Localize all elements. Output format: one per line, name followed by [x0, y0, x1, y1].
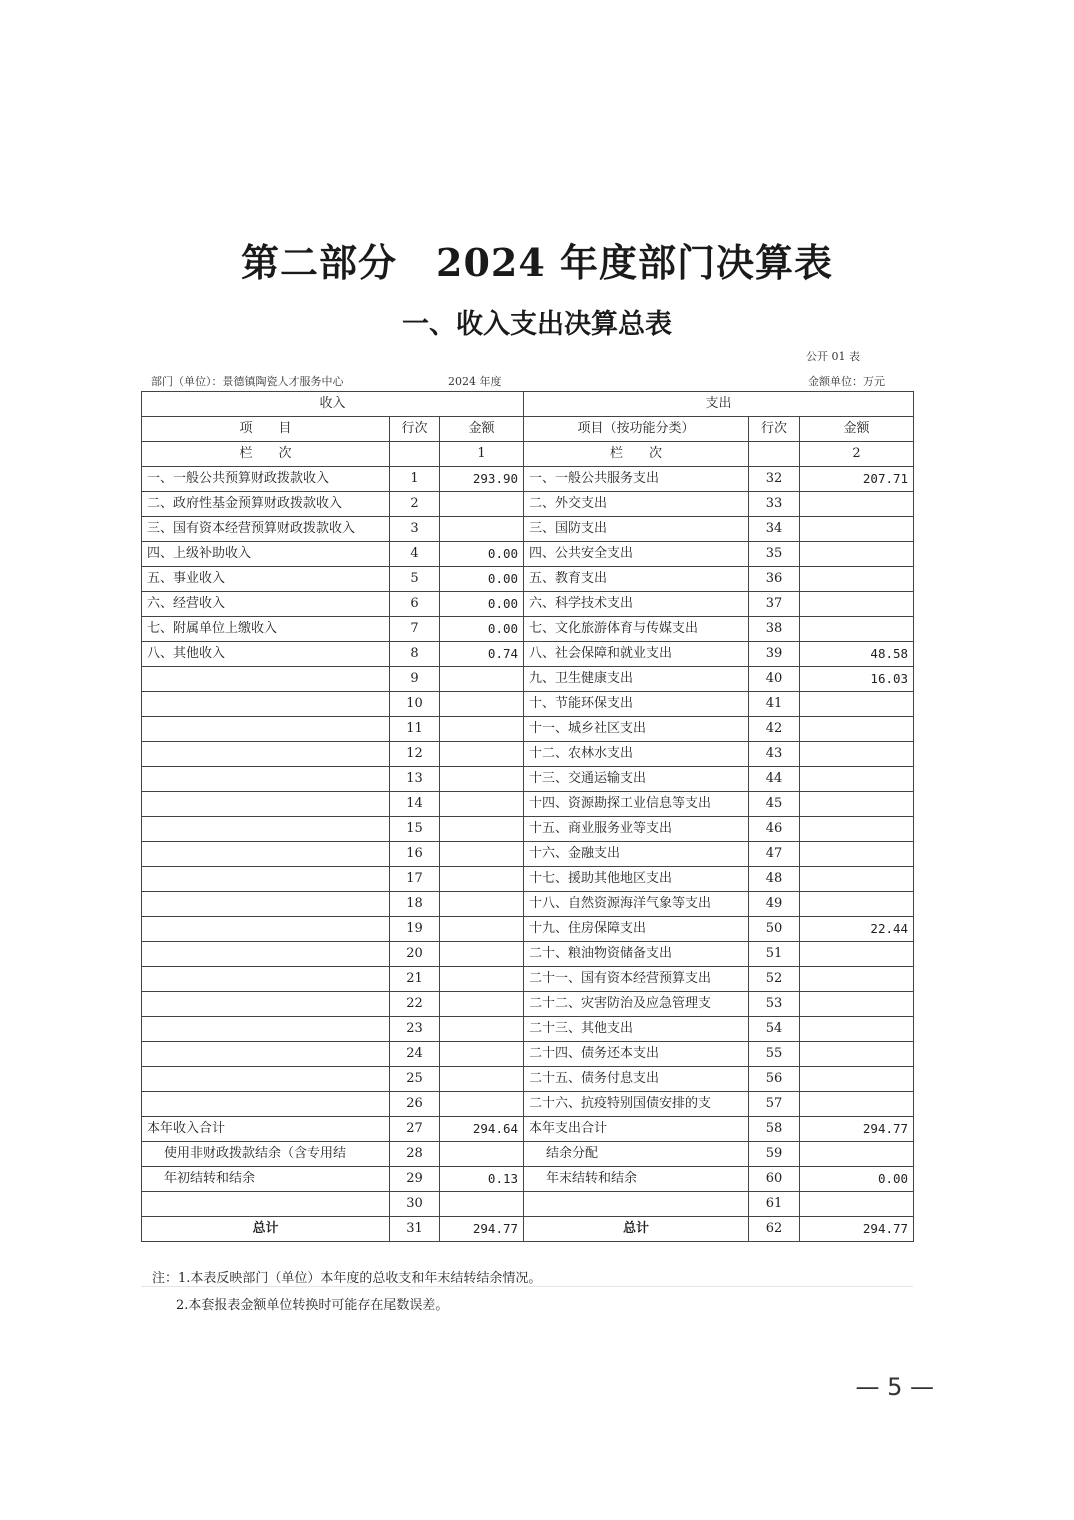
expense-item: 二十二、灾害防治及应急管理支 — [524, 992, 749, 1017]
expense-line-no: 45 — [749, 792, 800, 817]
income-amount — [440, 767, 524, 792]
income-item: 六、经营收入 — [142, 592, 390, 617]
income-amount — [440, 1017, 524, 1042]
expense-line-no: 47 — [749, 842, 800, 867]
expense-item — [524, 1192, 749, 1217]
income-amount: 0.00 — [440, 542, 524, 567]
expense-amount: 294.77 — [800, 1117, 914, 1142]
income-line-no: 8 — [390, 642, 440, 667]
income-line-no: 9 — [390, 667, 440, 692]
income-amount — [440, 1192, 524, 1217]
col-index-2: 2 — [800, 442, 914, 467]
note-2: 2.本套报表金额单位转换时可能存在尾数误差。 — [176, 1298, 449, 1313]
income-line-no: 14 — [390, 792, 440, 817]
expense-line-no: 50 — [749, 917, 800, 942]
table-row — [142, 517, 914, 542]
col-index-1: 1 — [440, 442, 524, 467]
expense-amount — [800, 1192, 914, 1217]
expense-item: 七、文化旅游体育与传媒支出 — [524, 617, 749, 642]
expense-amount — [800, 1017, 914, 1042]
item-header: 项 目 — [142, 417, 390, 442]
expense-line-no: 37 — [749, 592, 800, 617]
income-amount — [440, 517, 524, 542]
income-line-no: 11 — [390, 717, 440, 742]
expense-item: 八、社会保障和就业支出 — [524, 642, 749, 667]
income-line-no: 28 — [390, 1142, 440, 1167]
expense-line-no: 59 — [749, 1142, 800, 1167]
income-line-no: 21 — [390, 967, 440, 992]
income-expense-table — [141, 391, 914, 1242]
income-amount: 0.00 — [440, 592, 524, 617]
income-amount — [440, 667, 524, 692]
table-row — [142, 942, 914, 967]
line-no-header: 行次 — [390, 417, 440, 442]
expense-line-no: 60 — [749, 1167, 800, 1192]
income-line-no: 29 — [390, 1167, 440, 1192]
income-amount — [440, 692, 524, 717]
expense-item: 一、一般公共服务支出 — [524, 467, 749, 492]
expense-amount — [800, 1042, 914, 1067]
income-amount — [440, 792, 524, 817]
income-amount — [440, 1142, 524, 1167]
expense-item: 结余分配 — [524, 1142, 749, 1167]
income-item — [142, 717, 390, 742]
income-item — [142, 1067, 390, 1092]
income-amount — [440, 1092, 524, 1117]
income-item — [142, 892, 390, 917]
income-line-no: 27 — [390, 1117, 440, 1142]
income-item: 一、一般公共预算财政拨款收入 — [142, 467, 390, 492]
expense-amount — [800, 542, 914, 567]
income-item — [142, 1042, 390, 1067]
col-label-2: 栏 次 — [524, 442, 749, 467]
income-line-no: 12 — [390, 742, 440, 767]
income-amount — [440, 992, 524, 1017]
expense-amount — [800, 967, 914, 992]
expense-amount — [800, 817, 914, 842]
expense-section-header: 支出 — [524, 392, 914, 417]
income-item — [142, 667, 390, 692]
note-1: 注：1.本表反映部门（单位）本年度的总收支和年末结转结余情况。 — [152, 1271, 542, 1286]
expense-item: 九、卫生健康支出 — [524, 667, 749, 692]
expense-item: 十九、住房保障支出 — [524, 917, 749, 942]
expense-amount: 48.58 — [800, 642, 914, 667]
income-line-no: 10 — [390, 692, 440, 717]
expense-amount — [800, 842, 914, 867]
income-line-no: 30 — [390, 1192, 440, 1217]
expense-item: 总计 — [524, 1217, 749, 1242]
table-row — [142, 1042, 914, 1067]
unit-label: 金额单位：万元 — [808, 375, 885, 388]
empty-cell — [390, 442, 440, 467]
line-no-header-2: 行次 — [749, 417, 800, 442]
table-row — [142, 1017, 914, 1042]
expense-line-no: 53 — [749, 992, 800, 1017]
expense-item: 十七、援助其他地区支出 — [524, 867, 749, 892]
income-item: 二、政府性基金预算财政拨款收入 — [142, 492, 390, 517]
amount-header-2: 金额 — [800, 417, 914, 442]
income-item — [142, 1017, 390, 1042]
expense-amount — [800, 492, 914, 517]
table-row — [142, 992, 914, 1017]
income-amount — [440, 867, 524, 892]
expense-amount: 16.03 — [800, 667, 914, 692]
table-row — [142, 692, 914, 717]
empty-cell — [749, 442, 800, 467]
table-row — [142, 717, 914, 742]
table-row — [142, 1217, 914, 1242]
income-amount — [440, 917, 524, 942]
income-item — [142, 867, 390, 892]
table-row — [142, 1117, 914, 1142]
table-row — [142, 667, 914, 692]
expense-item: 五、教育支出 — [524, 567, 749, 592]
expense-line-no: 51 — [749, 942, 800, 967]
income-item: 四、上级补助收入 — [142, 542, 390, 567]
income-line-no: 18 — [390, 892, 440, 917]
income-amount — [440, 492, 524, 517]
income-line-no: 2 — [390, 492, 440, 517]
table-row — [142, 467, 914, 492]
expense-item: 本年支出合计 — [524, 1117, 749, 1142]
table-row — [142, 592, 914, 617]
expense-item: 十五、商业服务业等支出 — [524, 817, 749, 842]
income-amount — [440, 1042, 524, 1067]
income-amount — [440, 817, 524, 842]
table-row — [142, 1142, 914, 1167]
income-amount — [440, 742, 524, 767]
table-row — [142, 742, 914, 767]
expense-line-no: 41 — [749, 692, 800, 717]
income-item — [142, 842, 390, 867]
expense-line-no: 43 — [749, 742, 800, 767]
income-line-no: 5 — [390, 567, 440, 592]
expense-line-no: 35 — [749, 542, 800, 567]
expense-item: 十三、交通运输支出 — [524, 767, 749, 792]
expense-amount — [800, 517, 914, 542]
expense-item: 十、节能环保支出 — [524, 692, 749, 717]
expense-item: 三、国防支出 — [524, 517, 749, 542]
expense-item: 二、外交支出 — [524, 492, 749, 517]
expense-line-no: 58 — [749, 1117, 800, 1142]
table-row — [142, 1092, 914, 1117]
table-row — [142, 792, 914, 817]
income-amount: 293.90 — [440, 467, 524, 492]
expense-line-no: 32 — [749, 467, 800, 492]
table-row — [142, 917, 914, 942]
expense-item: 二十四、债务还本支出 — [524, 1042, 749, 1067]
income-line-no: 4 — [390, 542, 440, 567]
table-row — [142, 492, 914, 517]
income-amount — [440, 967, 524, 992]
expense-amount: 22.44 — [800, 917, 914, 942]
income-amount — [440, 1067, 524, 1092]
table-row — [142, 892, 914, 917]
expense-amount — [800, 1092, 914, 1117]
income-line-no: 13 — [390, 767, 440, 792]
income-item: 本年收入合计 — [142, 1117, 390, 1142]
income-line-no: 7 — [390, 617, 440, 642]
expense-item: 十二、农林水支出 — [524, 742, 749, 767]
income-line-no: 3 — [390, 517, 440, 542]
income-item: 五、事业收入 — [142, 567, 390, 592]
header-row-sections — [142, 392, 914, 417]
expense-line-no: 55 — [749, 1042, 800, 1067]
income-item — [142, 792, 390, 817]
expense-line-no: 54 — [749, 1017, 800, 1042]
expense-item: 六、科学技术支出 — [524, 592, 749, 617]
income-line-no: 16 — [390, 842, 440, 867]
income-line-no: 1 — [390, 467, 440, 492]
table-title: 一、收入支出决算总表 — [402, 309, 672, 340]
table-row — [142, 842, 914, 867]
expense-line-no: 34 — [749, 517, 800, 542]
income-amount: 0.00 — [440, 617, 524, 642]
table-row — [142, 1167, 914, 1192]
income-amount — [440, 942, 524, 967]
expense-item: 四、公共安全支出 — [524, 542, 749, 567]
income-line-no: 31 — [390, 1217, 440, 1242]
income-amount: 294.77 — [440, 1217, 524, 1242]
expense-line-no: 56 — [749, 1067, 800, 1092]
expense-line-no: 48 — [749, 867, 800, 892]
expense-amount — [800, 867, 914, 892]
income-line-no: 15 — [390, 817, 440, 842]
department-label: 部门（单位）：景德镇陶瓷人才服务中心 — [151, 375, 344, 388]
income-item: 年初结转和结余 — [142, 1167, 390, 1192]
expense-amount — [800, 892, 914, 917]
expense-item: 十六、金融支出 — [524, 842, 749, 867]
expense-line-no: 39 — [749, 642, 800, 667]
note-divider — [141, 1286, 913, 1287]
item-func-header: 项目（按功能分类） — [524, 417, 749, 442]
expense-item: 二十五、债务付息支出 — [524, 1067, 749, 1092]
income-item — [142, 942, 390, 967]
expense-item: 十八、自然资源海洋气象等支出 — [524, 892, 749, 917]
expense-amount — [800, 717, 914, 742]
expense-amount — [800, 942, 914, 967]
expense-amount — [800, 692, 914, 717]
income-section-header: 收入 — [142, 392, 524, 417]
income-item — [142, 817, 390, 842]
form-number: 公开 01 表 — [806, 350, 860, 363]
expense-amount: 0.00 — [800, 1167, 914, 1192]
expense-line-no: 61 — [749, 1192, 800, 1217]
expense-amount: 207.71 — [800, 467, 914, 492]
income-item — [142, 1092, 390, 1117]
expense-line-no: 33 — [749, 492, 800, 517]
table-row — [142, 767, 914, 792]
income-line-no: 17 — [390, 867, 440, 892]
table-row — [142, 1192, 914, 1217]
income-item — [142, 767, 390, 792]
expense-amount — [800, 992, 914, 1017]
expense-line-no: 49 — [749, 892, 800, 917]
expense-amount: 294.77 — [800, 1217, 914, 1242]
expense-amount — [800, 1067, 914, 1092]
table-row — [142, 817, 914, 842]
income-amount — [440, 892, 524, 917]
expense-item: 二十一、国有资本经营预算支出 — [524, 967, 749, 992]
table-row — [142, 617, 914, 642]
col-label: 栏 次 — [142, 442, 390, 467]
income-line-no: 24 — [390, 1042, 440, 1067]
table-row — [142, 642, 914, 667]
income-item — [142, 742, 390, 767]
income-item: 使用非财政拨款结余（含专用结 — [142, 1142, 390, 1167]
year-label: 2024 年度 — [448, 375, 502, 388]
expense-line-no: 42 — [749, 717, 800, 742]
income-amount: 0.13 — [440, 1167, 524, 1192]
amount-header: 金额 — [440, 417, 524, 442]
income-line-no: 26 — [390, 1092, 440, 1117]
expense-line-no: 62 — [749, 1217, 800, 1242]
expense-line-no: 46 — [749, 817, 800, 842]
income-item: 三、国有资本经营预算财政拨款收入 — [142, 517, 390, 542]
income-line-no: 25 — [390, 1067, 440, 1092]
income-item — [142, 692, 390, 717]
expense-amount — [800, 592, 914, 617]
expense-line-no: 38 — [749, 617, 800, 642]
expense-item: 二十三、其他支出 — [524, 1017, 749, 1042]
expense-item: 二十六、抗疫特别国债安排的支 — [524, 1092, 749, 1117]
expense-item: 二十、粮油物资储备支出 — [524, 942, 749, 967]
table-row — [142, 542, 914, 567]
income-amount — [440, 717, 524, 742]
income-line-no: 6 — [390, 592, 440, 617]
income-item: 八、其他收入 — [142, 642, 390, 667]
table-row — [142, 967, 914, 992]
expense-line-no: 57 — [749, 1092, 800, 1117]
income-item — [142, 992, 390, 1017]
income-line-no: 20 — [390, 942, 440, 967]
income-amount: 294.64 — [440, 1117, 524, 1142]
expense-line-no: 36 — [749, 567, 800, 592]
income-item — [142, 1192, 390, 1217]
expense-line-no: 44 — [749, 767, 800, 792]
income-amount — [440, 842, 524, 867]
income-amount: 0.74 — [440, 642, 524, 667]
income-item: 七、附属单位上缴收入 — [142, 617, 390, 642]
expense-line-no: 40 — [749, 667, 800, 692]
income-amount: 0.00 — [440, 567, 524, 592]
expense-item: 年末结转和结余 — [524, 1167, 749, 1192]
page-number: — 5 — — [855, 1373, 934, 1401]
part-title: 第二部分 2024 年度部门决算表 — [241, 240, 833, 285]
income-item: 总计 — [142, 1217, 390, 1242]
expense-amount — [800, 617, 914, 642]
table-row — [142, 1067, 914, 1092]
income-line-no: 23 — [390, 1017, 440, 1042]
income-line-no: 22 — [390, 992, 440, 1017]
expense-amount — [800, 767, 914, 792]
income-item — [142, 967, 390, 992]
expense-item: 十一、城乡社区支出 — [524, 717, 749, 742]
expense-amount — [800, 792, 914, 817]
table-row — [142, 867, 914, 892]
header-row-columns — [142, 417, 914, 442]
header-row-col-index — [142, 442, 914, 467]
expense-item: 十四、资源勘探工业信息等支出 — [524, 792, 749, 817]
expense-amount — [800, 1142, 914, 1167]
expense-line-no: 52 — [749, 967, 800, 992]
expense-amount — [800, 742, 914, 767]
income-item — [142, 917, 390, 942]
table-row — [142, 567, 914, 592]
income-line-no: 19 — [390, 917, 440, 942]
expense-amount — [800, 567, 914, 592]
